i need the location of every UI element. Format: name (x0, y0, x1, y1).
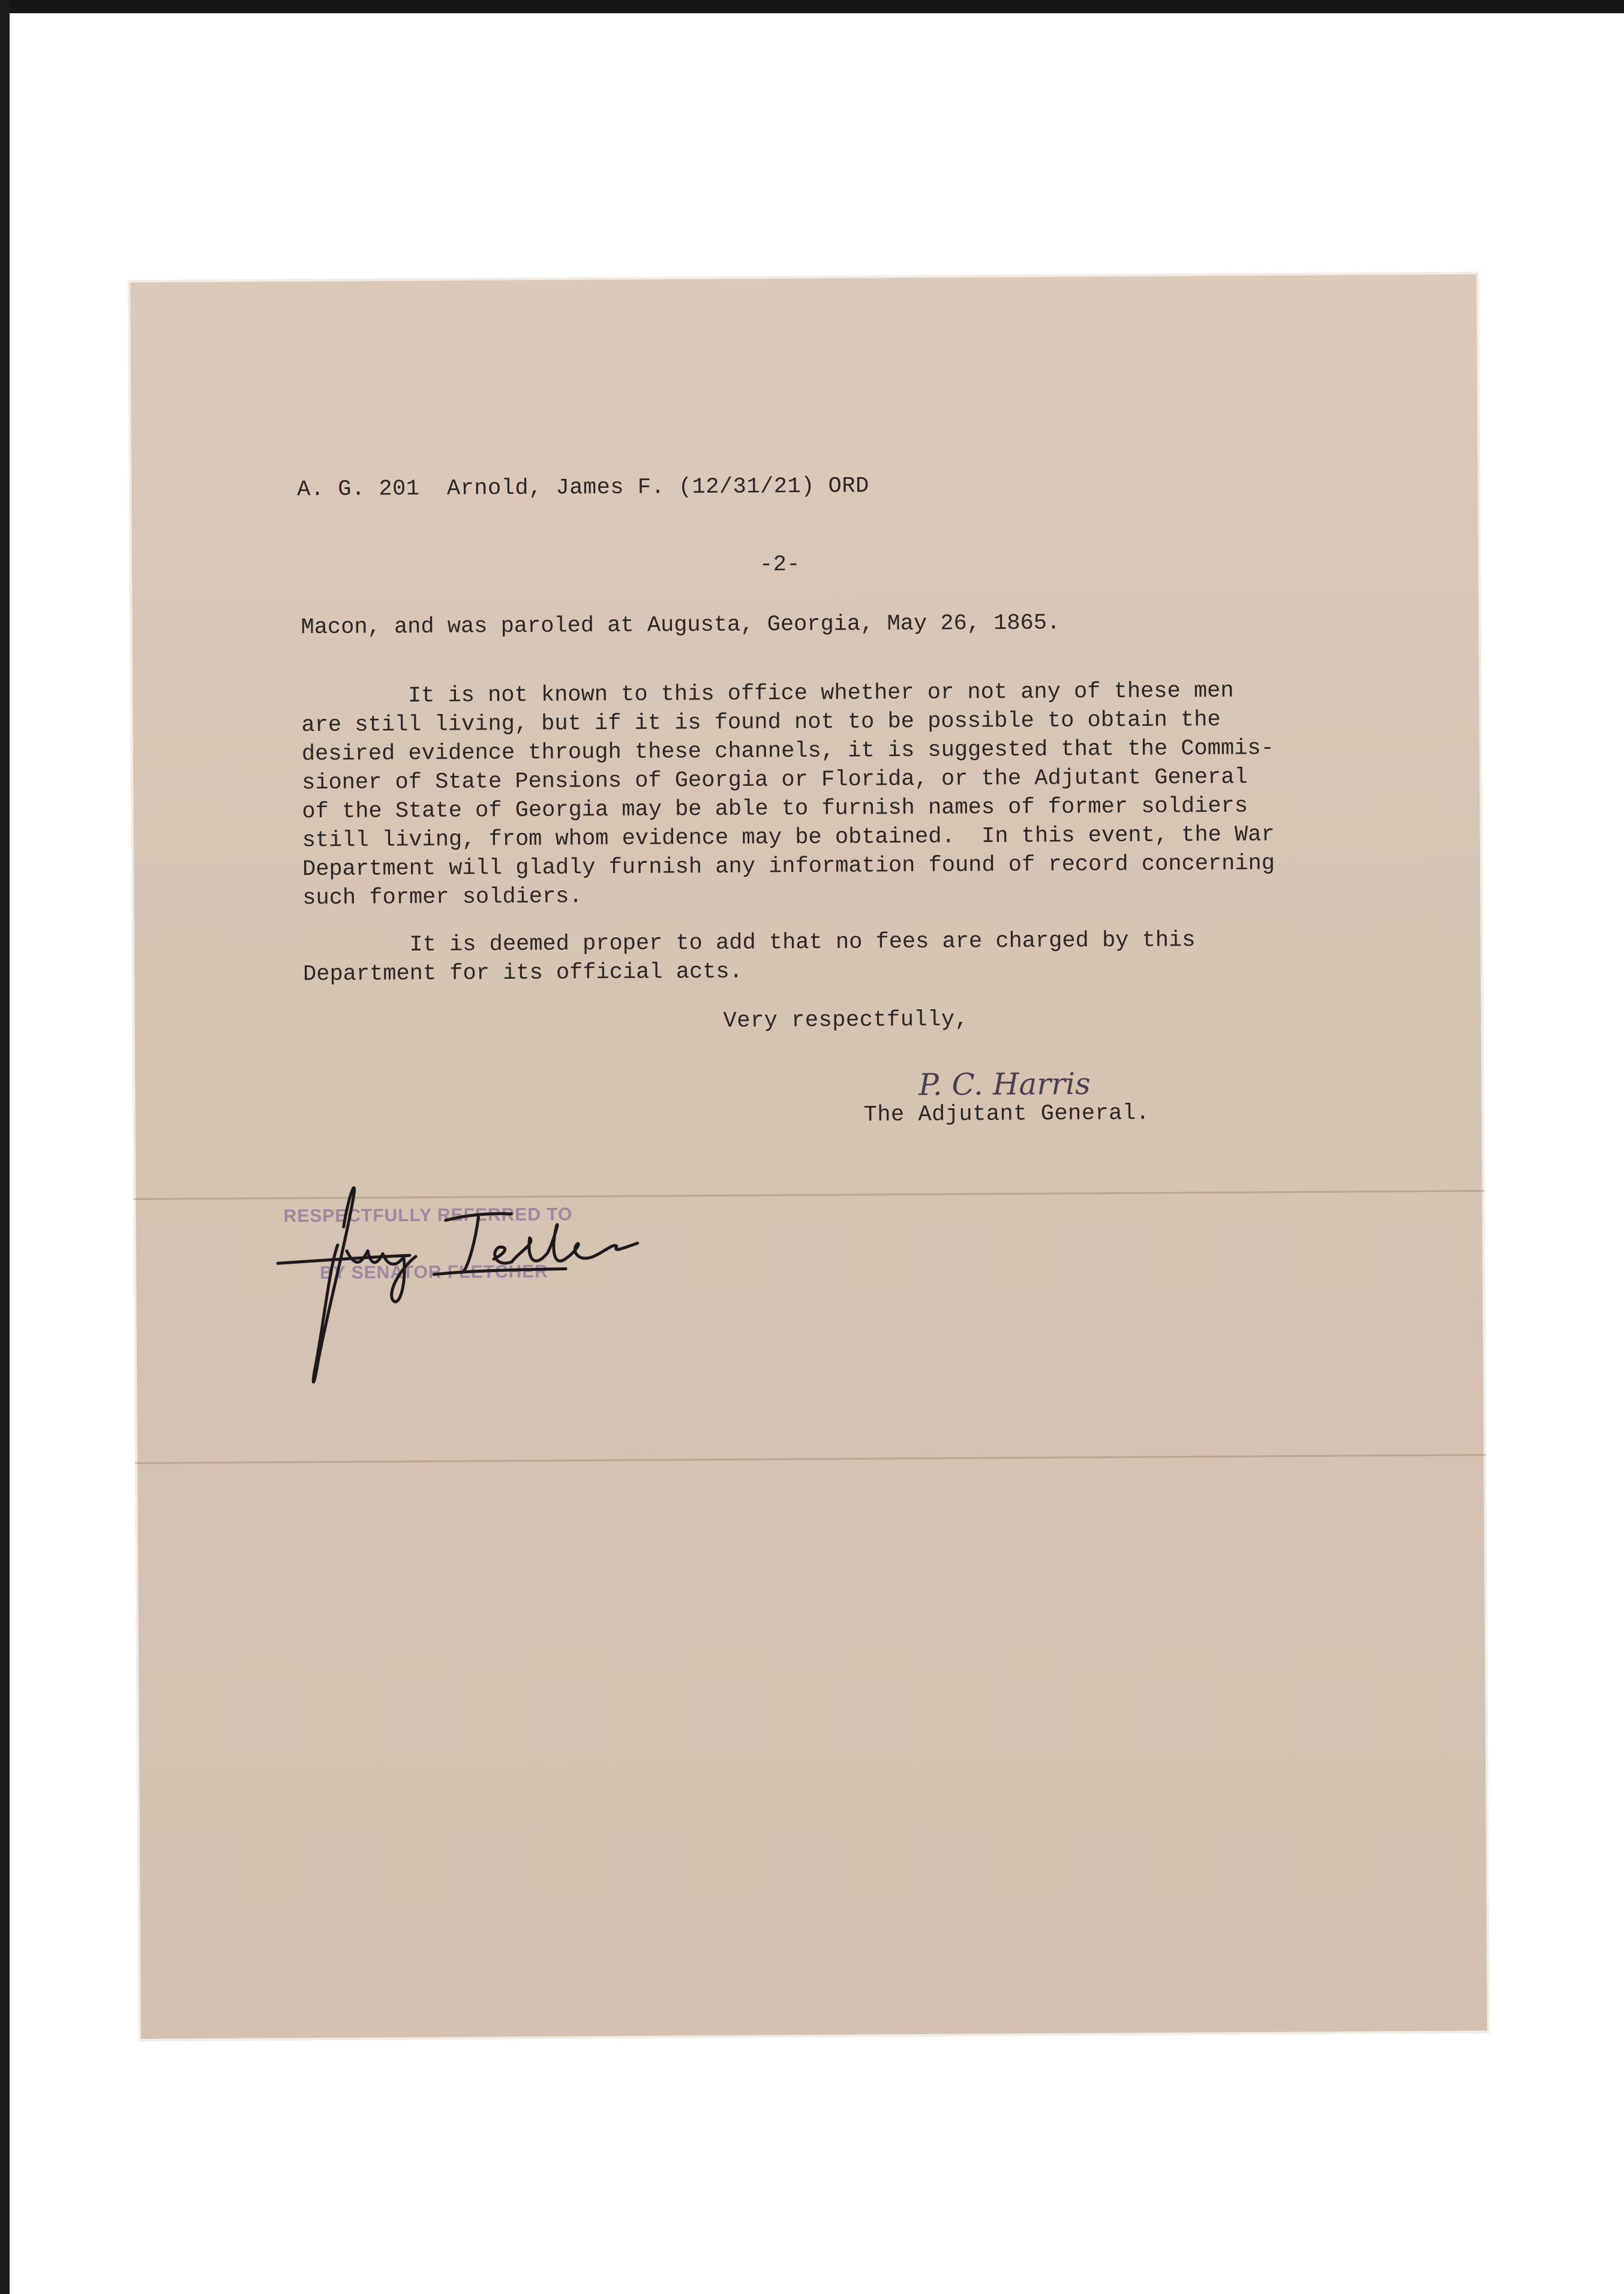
scan-top-border (0, 0, 1624, 13)
paragraph-line: It is deemed proper to add that no fees are charged by this (302, 928, 1196, 959)
signature-script: P. C. Harris (918, 1066, 1091, 1102)
paragraph-line: of the State of Georgia may be able to furnish names of former soldiers (302, 793, 1248, 825)
paragraph-line: Department will gladly furnish any information found of record concerning (302, 851, 1275, 883)
paragraph-line: Macon, and was paroled at Augusta, Georgia, May 26, 1865. (301, 610, 1061, 641)
paragraph-line: are still living, but if it is found not to be possible to obtain the (301, 707, 1221, 739)
scan-left-border (0, 0, 10, 2294)
handwritten-signature (253, 1147, 675, 1401)
paragraph-line: Department for its official acts. (303, 959, 743, 988)
fold-line (135, 1454, 1486, 1464)
file-reference: A. G. 201 Arnold, James F. (12/31/21) ORD (297, 473, 869, 503)
signature-title: The Adjutant General. (863, 1100, 1150, 1128)
stamp-line-1: RESPECTFULLY REFERRED TO (283, 1204, 573, 1227)
paragraph-line: desired evidence through these channels, it is suggested that the Commis- (301, 736, 1274, 767)
letter-page (128, 272, 1490, 2041)
paragraph-line: still living, from whom evidence may be obtained. In this event, the War (302, 822, 1275, 854)
closing: Very respectfully, (723, 1007, 969, 1034)
paragraph-line: It is not known to this office whether or not any of these men (301, 678, 1234, 710)
page-number: -2- (759, 552, 801, 578)
stamp-line-2: BY SENATOR FLETCHER (320, 1261, 548, 1283)
paragraph-line: such former soldiers. (302, 884, 583, 911)
paragraph-line: sioner of State Pensions of Georgia or Florida, or the Adjutant General (302, 764, 1248, 796)
